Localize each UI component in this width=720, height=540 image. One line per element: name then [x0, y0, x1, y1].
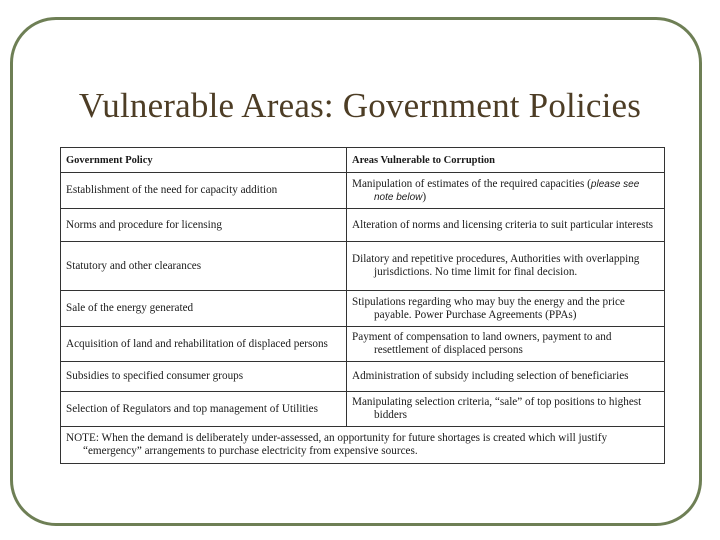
area-cell	[347, 327, 665, 362]
policy-table	[60, 147, 665, 464]
area-text: Manipulating selection criteria, “sale” of top positions to highest bidders	[352, 396, 642, 421]
table-row	[61, 327, 665, 362]
note-text: NOTE: When the demand is deliberately under-assessed, an opportunity for future shortages is created which will justify “emergency” arrangements to purchase electricity from expensive sources.	[66, 432, 608, 457]
note-cell	[61, 427, 665, 464]
area-text: Stipulations regarding who may buy the energy and the price payable. Power Purchase Agreements (PPAs)	[352, 295, 625, 321]
table-row	[61, 173, 665, 209]
policy-cell	[61, 173, 347, 209]
area-cell	[347, 392, 665, 427]
policy-cell	[61, 327, 347, 362]
area-text-with-note	[352, 178, 659, 204]
policy-cell	[61, 392, 347, 427]
table-row	[61, 209, 665, 242]
area-text: Payment of compensation to land owners, payment to and resettlement of displaced persons	[352, 331, 612, 356]
policy-cell	[61, 242, 347, 291]
policy-text: Sale of the energy generated	[66, 302, 194, 314]
table-row	[61, 362, 665, 392]
policy-text: Statutory and other clearances	[66, 259, 202, 272]
slide-title: Vulnerable Areas: Government Policies	[78, 86, 642, 125]
area-note: please see note below	[374, 178, 640, 203]
area-cell	[347, 173, 665, 209]
policy-cell	[61, 209, 347, 242]
area-cell	[347, 209, 665, 242]
area-cell	[347, 362, 665, 392]
area-suffix: )	[422, 190, 427, 203]
header-areas-vulnerable: Areas Vulnerable to Corruption	[347, 148, 665, 173]
header-government-policy: Government Policy	[61, 148, 347, 173]
area-text: Dilatory and repetitive procedures, Authorities with overlapping jurisdictions. No time limit for final decision.	[352, 253, 640, 278]
note-row	[61, 427, 665, 464]
policy-text: Subsidies to specified consumer groups	[66, 370, 244, 382]
policy-text: Establishment of the need for capacity addition	[66, 184, 278, 196]
area-text: Alteration of norms and licensing criteria to suit particular interests	[352, 218, 654, 231]
table-header-row	[61, 148, 665, 173]
area-cell	[347, 291, 665, 327]
policy-cell	[61, 362, 347, 392]
table-row	[61, 392, 665, 427]
policy-text: Selection of Regulators and top management of Utilities	[66, 402, 318, 415]
table-row	[61, 242, 665, 291]
area-cell	[347, 242, 665, 291]
area-text: Manipulation of estimates of the required capacities (	[352, 177, 591, 190]
policy-text: Acquisition of land and rehabilitation of displaced persons	[66, 337, 328, 350]
table-row	[61, 291, 665, 327]
area-text: Administration of subsidy including selection of beneficiaries	[352, 370, 629, 382]
policy-cell	[61, 291, 347, 327]
policy-text: Norms and procedure for licensing	[66, 218, 222, 231]
